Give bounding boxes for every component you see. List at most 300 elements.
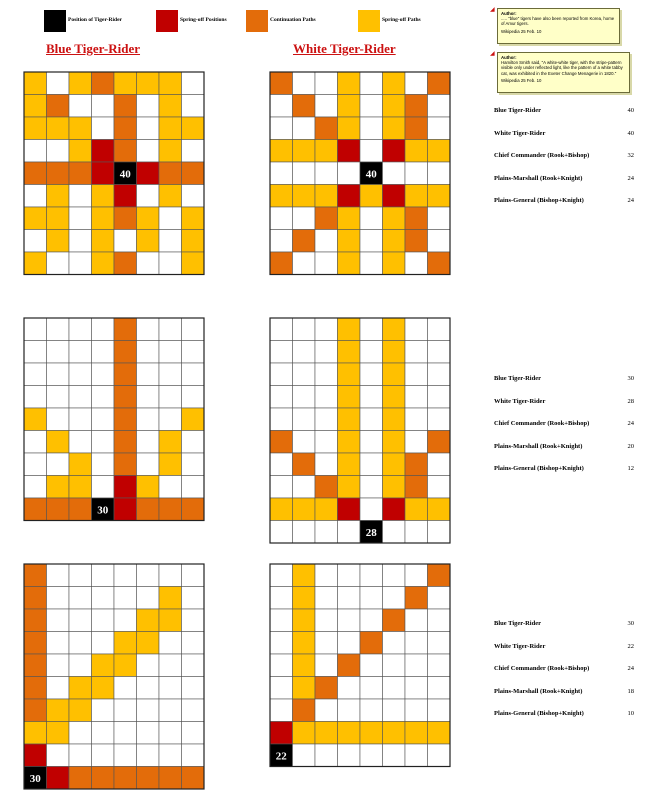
empty-cell (92, 699, 115, 722)
empty-cell (24, 476, 47, 499)
empty-cell (428, 318, 451, 341)
empty-cell (270, 699, 293, 722)
empty-cell (182, 564, 205, 587)
empty-cell (270, 341, 293, 364)
empty-cell (159, 230, 182, 253)
empty-cell (405, 609, 428, 632)
empty-cell (428, 699, 451, 722)
empty-cell (159, 318, 182, 341)
empty-cell (92, 744, 115, 767)
spring-off-path-cell (338, 207, 361, 230)
empty-cell (137, 699, 160, 722)
empty-cell (137, 140, 160, 163)
empty-cell (270, 363, 293, 386)
continuation-path-cell (405, 117, 428, 140)
empty-cell (360, 744, 383, 767)
spring-off-position-cell (383, 498, 406, 521)
comment-note-blue[interactable] (497, 8, 620, 44)
legend-label-spring-off-paths: Spring-off Paths (382, 17, 421, 23)
empty-cell (182, 341, 205, 364)
piece-name: Plains-General (Bishop+Knight) (494, 465, 584, 473)
empty-cell (270, 408, 293, 431)
empty-cell (360, 117, 383, 140)
empty-cell (159, 386, 182, 409)
spring-off-path-cell (293, 564, 316, 587)
continuation-path-cell (92, 72, 115, 95)
continuation-path-cell (428, 252, 451, 275)
spring-off-path-cell (24, 95, 47, 118)
empty-cell (159, 363, 182, 386)
piece-name: Blue Tiger-Rider (494, 107, 542, 114)
empty-cell (315, 587, 338, 610)
empty-cell (383, 632, 406, 655)
empty-cell (405, 386, 428, 409)
spring-off-path-cell (69, 476, 92, 499)
legend-swatch-position (44, 10, 66, 32)
empty-cell (315, 632, 338, 655)
table-row (494, 665, 634, 675)
table-row (494, 398, 634, 408)
spring-off-path-cell (383, 207, 406, 230)
move-count: 18 (627, 687, 634, 695)
empty-cell (69, 207, 92, 230)
empty-cell (360, 386, 383, 409)
empty-cell (24, 230, 47, 253)
spring-off-position-cell (114, 185, 137, 208)
empty-cell (47, 632, 70, 655)
empty-cell (137, 341, 160, 364)
empty-cell (428, 609, 451, 632)
empty-cell (24, 453, 47, 476)
empty-cell (293, 341, 316, 364)
empty-cell (360, 230, 383, 253)
note-source: Wikipedia 25 Feb. 10 (501, 77, 542, 83)
empty-cell (428, 207, 451, 230)
empty-cell (428, 587, 451, 610)
empty-cell (383, 677, 406, 700)
empty-cell (293, 252, 316, 275)
empty-cell (137, 363, 160, 386)
empty-cell (159, 722, 182, 745)
empty-cell (69, 431, 92, 454)
empty-cell (69, 722, 92, 745)
continuation-path-cell (24, 699, 47, 722)
continuation-path-cell (24, 654, 47, 677)
table-row (494, 197, 634, 207)
spring-off-path-cell (92, 185, 115, 208)
empty-cell (270, 476, 293, 499)
table-row (494, 443, 634, 453)
empty-cell (137, 408, 160, 431)
board-grid (269, 563, 451, 768)
note-author: Author: (501, 11, 517, 16)
continuation-path-cell (137, 498, 160, 521)
empty-cell (315, 609, 338, 632)
empty-cell (338, 162, 361, 185)
spring-off-path-cell (69, 699, 92, 722)
piece-name: Chief Commander (Rook+Bishop) (494, 420, 590, 428)
continuation-path-cell (114, 117, 137, 140)
empty-cell (405, 699, 428, 722)
legend-swatch-spring-off-positions (156, 10, 178, 32)
continuation-path-cell (293, 699, 316, 722)
empty-cell (182, 699, 205, 722)
spring-off-path-cell (405, 140, 428, 163)
empty-cell (293, 162, 316, 185)
spring-off-path-cell (47, 185, 70, 208)
empty-cell (69, 408, 92, 431)
empty-cell (315, 564, 338, 587)
spring-off-position-cell (137, 162, 160, 185)
continuation-path-cell (293, 230, 316, 253)
move-count: 24 (627, 197, 634, 205)
spring-off-path-cell (47, 722, 70, 745)
continuation-path-cell (24, 632, 47, 655)
spring-off-path-cell (338, 431, 361, 454)
empty-cell (69, 230, 92, 253)
empty-cell (270, 117, 293, 140)
spring-off-path-cell (428, 185, 451, 208)
empty-cell (92, 117, 115, 140)
piece-name: Plains-General (Bishop+Knight) (494, 197, 584, 205)
empty-cell (159, 564, 182, 587)
continuation-path-cell (24, 564, 47, 587)
empty-cell (315, 654, 338, 677)
comment-note-white[interactable] (497, 52, 630, 93)
continuation-path-cell (114, 767, 137, 790)
empty-cell (428, 521, 451, 544)
spring-off-path-cell (159, 140, 182, 163)
empty-cell (360, 408, 383, 431)
continuation-path-cell (270, 431, 293, 454)
empty-cell (383, 564, 406, 587)
spring-off-path-cell (360, 722, 383, 745)
note-text: ..... "blue" tigers have also been reported from Korea, home of Amur tigers. (501, 16, 615, 27)
spring-off-path-cell (293, 632, 316, 655)
spring-off-path-cell (114, 654, 137, 677)
empty-cell (293, 431, 316, 454)
spring-off-path-cell (315, 140, 338, 163)
continuation-path-cell (114, 431, 137, 454)
empty-cell (69, 341, 92, 364)
empty-cell (69, 252, 92, 275)
spring-off-path-cell (137, 207, 160, 230)
spring-off-path-cell (182, 117, 205, 140)
spring-off-path-cell (69, 117, 92, 140)
empty-cell (405, 72, 428, 95)
continuation-path-cell (114, 207, 137, 230)
empty-cell (405, 162, 428, 185)
empty-cell (69, 363, 92, 386)
empty-cell (383, 162, 406, 185)
empty-cell (137, 587, 160, 610)
empty-cell (69, 744, 92, 767)
table-row (494, 620, 634, 630)
empty-cell (338, 521, 361, 544)
spring-off-path-cell (137, 230, 160, 253)
empty-cell (428, 654, 451, 677)
continuation-path-cell (24, 587, 47, 610)
empty-cell (92, 587, 115, 610)
empty-cell (270, 162, 293, 185)
continuation-path-cell (114, 318, 137, 341)
empty-cell (137, 95, 160, 118)
empty-cell (428, 341, 451, 364)
empty-cell (182, 453, 205, 476)
legend-swatch-spring-off-paths (358, 10, 380, 32)
empty-cell (383, 744, 406, 767)
spring-off-path-cell (428, 722, 451, 745)
spring-off-path-cell (137, 632, 160, 655)
empty-cell (315, 744, 338, 767)
empty-cell (182, 185, 205, 208)
note-source: Wikipedia 25 Feb. 10 (501, 28, 542, 34)
table-row (494, 130, 634, 140)
spring-off-path-cell (47, 476, 70, 499)
legend-label-continuation-paths: Continuation Paths (270, 17, 316, 23)
empty-cell (428, 230, 451, 253)
spring-off-path-cell (338, 408, 361, 431)
empty-cell (182, 654, 205, 677)
comment-marker-icon: ◢ (490, 51, 495, 57)
empty-cell (114, 744, 137, 767)
empty-cell (315, 453, 338, 476)
spring-off-path-cell (293, 587, 316, 610)
empty-cell (114, 230, 137, 253)
empty-cell (338, 587, 361, 610)
empty-cell (428, 95, 451, 118)
empty-cell (405, 632, 428, 655)
empty-cell (114, 609, 137, 632)
spring-off-path-cell (383, 341, 406, 364)
empty-cell (47, 408, 70, 431)
board-white-center (269, 71, 451, 276)
continuation-path-cell (405, 453, 428, 476)
empty-cell (293, 744, 316, 767)
move-count-label: 30 (97, 504, 109, 517)
spring-off-path-cell (383, 252, 406, 275)
spring-off-path-cell (315, 722, 338, 745)
empty-cell (428, 632, 451, 655)
empty-cell (47, 72, 70, 95)
spring-off-path-cell (338, 476, 361, 499)
empty-cell (159, 408, 182, 431)
spring-off-position-cell (47, 767, 70, 790)
spring-off-path-cell (338, 341, 361, 364)
empty-cell (159, 744, 182, 767)
empty-cell (270, 207, 293, 230)
empty-cell (182, 386, 205, 409)
continuation-path-cell (114, 453, 137, 476)
spring-off-path-cell (270, 498, 293, 521)
spring-off-path-cell (428, 498, 451, 521)
spring-off-path-cell (338, 318, 361, 341)
spring-off-path-cell (428, 140, 451, 163)
spring-off-path-cell (24, 252, 47, 275)
empty-cell (182, 95, 205, 118)
empty-cell (270, 587, 293, 610)
empty-cell (159, 476, 182, 499)
spring-off-path-cell (383, 318, 406, 341)
continuation-path-cell (182, 498, 205, 521)
empty-cell (182, 140, 205, 163)
spring-off-path-cell (24, 408, 47, 431)
legend-label-spring-off-positions: Spring-off Positions (180, 17, 227, 23)
empty-cell (24, 341, 47, 364)
continuation-path-cell (182, 767, 205, 790)
empty-cell (405, 341, 428, 364)
move-count: 24 (627, 174, 634, 182)
continuation-path-cell (69, 498, 92, 521)
empty-cell (159, 341, 182, 364)
empty-cell (69, 654, 92, 677)
continuation-path-cell (405, 95, 428, 118)
empty-cell (92, 476, 115, 499)
move-count: 24 (627, 420, 634, 428)
empty-cell (92, 363, 115, 386)
spring-off-path-cell (137, 72, 160, 95)
spring-off-path-cell (24, 207, 47, 230)
piece-name: White Tiger-Rider (494, 642, 546, 650)
table-row (494, 152, 634, 162)
empty-cell (137, 722, 160, 745)
spring-off-path-cell (383, 72, 406, 95)
board-blue-center (23, 71, 205, 276)
empty-cell (383, 521, 406, 544)
empty-cell (69, 185, 92, 208)
empty-cell (92, 95, 115, 118)
spring-off-path-cell (338, 230, 361, 253)
empty-cell (182, 744, 205, 767)
spring-off-path-cell (47, 207, 70, 230)
spring-off-position-cell (114, 498, 137, 521)
empty-cell (315, 230, 338, 253)
continuation-path-cell (270, 252, 293, 275)
empty-cell (182, 677, 205, 700)
table-row (494, 375, 634, 385)
empty-cell (47, 677, 70, 700)
table-row (494, 465, 634, 475)
piece-name: Chief Commander (Rook+Bishop) (494, 665, 590, 673)
move-count: 20 (627, 442, 634, 450)
empty-cell (137, 318, 160, 341)
piece-name: Plains-Marshall (Rook+Knight) (494, 687, 583, 695)
spring-off-path-cell (159, 587, 182, 610)
empty-cell (428, 744, 451, 767)
piece-name: Blue Tiger-Rider (494, 375, 542, 382)
move-count-label: 22 (275, 750, 287, 763)
spring-off-path-cell (383, 117, 406, 140)
spring-off-path-cell (159, 609, 182, 632)
table-row (494, 643, 634, 653)
spring-off-path-cell (24, 72, 47, 95)
spring-off-path-cell (159, 117, 182, 140)
empty-cell (338, 609, 361, 632)
empty-cell (428, 117, 451, 140)
legend-label-position: Position of Tiger-Rider (68, 17, 122, 23)
spring-off-path-cell (315, 185, 338, 208)
empty-cell (315, 408, 338, 431)
empty-cell (338, 677, 361, 700)
empty-cell (92, 632, 115, 655)
piece-name: Plains-General (Bishop+Knight) (494, 710, 584, 718)
empty-cell (428, 386, 451, 409)
empty-cell (114, 564, 137, 587)
move-count-label: 40 (365, 168, 377, 181)
empty-cell (405, 744, 428, 767)
spring-off-path-cell (338, 72, 361, 95)
continuation-path-cell (114, 252, 137, 275)
empty-cell (24, 140, 47, 163)
spring-off-path-cell (383, 453, 406, 476)
board-white-bottom (269, 317, 451, 544)
spring-off-position-cell (338, 140, 361, 163)
continuation-path-cell (428, 564, 451, 587)
piece-name: Chief Commander (Rook+Bishop) (494, 152, 590, 160)
empty-cell (270, 386, 293, 409)
continuation-path-cell (114, 408, 137, 431)
empty-cell (315, 162, 338, 185)
table-row (494, 107, 634, 117)
spring-off-path-cell (24, 117, 47, 140)
continuation-path-cell (159, 767, 182, 790)
spring-off-path-cell (69, 677, 92, 700)
continuation-path-cell (159, 498, 182, 521)
spring-off-path-cell (92, 654, 115, 677)
empty-cell (360, 699, 383, 722)
spring-off-path-cell (24, 722, 47, 745)
empty-cell (270, 654, 293, 677)
empty-cell (315, 72, 338, 95)
spring-off-path-cell (338, 722, 361, 745)
spring-off-path-cell (360, 185, 383, 208)
empty-cell (405, 408, 428, 431)
empty-cell (360, 341, 383, 364)
spring-off-path-cell (338, 95, 361, 118)
empty-cell (270, 632, 293, 655)
spring-off-position-cell (383, 140, 406, 163)
empty-cell (428, 162, 451, 185)
empty-cell (159, 252, 182, 275)
continuation-path-cell (92, 767, 115, 790)
empty-cell (360, 453, 383, 476)
continuation-path-cell (114, 363, 137, 386)
move-count: 30 (627, 375, 634, 382)
continuation-path-cell (405, 476, 428, 499)
empty-cell (360, 587, 383, 610)
board-grid (269, 71, 451, 276)
empty-cell (47, 318, 70, 341)
table-row (494, 175, 634, 185)
empty-cell (92, 722, 115, 745)
empty-cell (293, 363, 316, 386)
spring-off-path-cell (159, 185, 182, 208)
move-count: 24 (627, 665, 634, 673)
empty-cell (360, 654, 383, 677)
piece-name: White Tiger-Rider (494, 129, 546, 137)
empty-cell (92, 431, 115, 454)
spring-off-path-cell (114, 72, 137, 95)
empty-cell (360, 677, 383, 700)
empty-cell (293, 117, 316, 140)
empty-cell (360, 476, 383, 499)
empty-cell (24, 386, 47, 409)
continuation-path-cell (293, 453, 316, 476)
empty-cell (338, 564, 361, 587)
spring-off-position-cell (24, 744, 47, 767)
empty-cell (270, 453, 293, 476)
continuation-path-cell (405, 587, 428, 610)
